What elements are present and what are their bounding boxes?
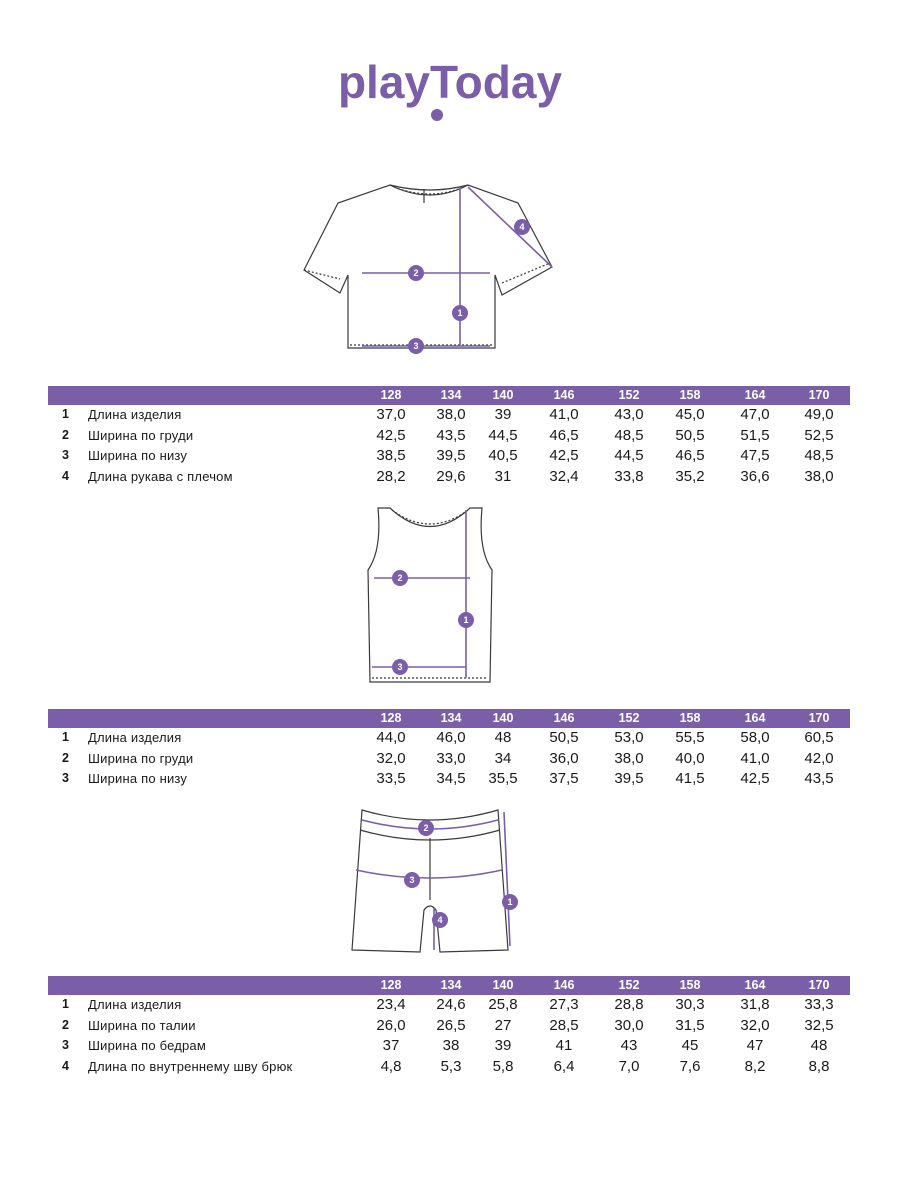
- table-cell: 48: [494, 729, 512, 746]
- row-number: 4: [62, 468, 69, 483]
- table-cell: 60,5: [804, 729, 834, 746]
- table-cell: 36,6: [740, 467, 770, 485]
- table-cell: 26,0: [376, 1016, 406, 1034]
- size-col: 170: [808, 711, 830, 725]
- table-cell: 50,5: [549, 729, 579, 746]
- svg-text:1: 1: [507, 897, 513, 907]
- table-cell: 38,0: [804, 467, 834, 485]
- row-number: 1: [62, 407, 69, 421]
- table-cell: 37,5: [549, 770, 579, 787]
- row-number: 3: [62, 771, 69, 785]
- brand-logo: [0, 52, 900, 132]
- table-cell: 52,5: [804, 426, 834, 444]
- size-col: 152: [618, 388, 640, 402]
- table-cell: 33,8: [614, 467, 644, 485]
- size-col: 164: [744, 388, 766, 402]
- table-cell: 8,2: [744, 1057, 766, 1075]
- row-number: 1: [62, 997, 69, 1011]
- svg-text:3: 3: [409, 875, 415, 885]
- table-cell: 44,0: [376, 729, 406, 746]
- table-row: [48, 426, 850, 447]
- tank-diagram: [360, 500, 500, 690]
- size-table-tshirt: [48, 386, 850, 487]
- table-cell: 35,5: [488, 770, 518, 787]
- table-row: [48, 1057, 850, 1078]
- table-cell: 31: [494, 467, 512, 485]
- table-cell: 28,8: [614, 996, 644, 1013]
- table-cell: 29,6: [436, 467, 466, 485]
- svg-text:1: 1: [463, 615, 469, 625]
- table-cell: 40,0: [675, 749, 705, 767]
- svg-text:1: 1: [457, 308, 463, 318]
- table-cell: 26,5: [436, 1016, 466, 1034]
- table-cell: 32,4: [549, 467, 579, 485]
- row-number: 1: [62, 730, 69, 744]
- row-label: Ширина по груди: [88, 750, 194, 766]
- size-table-shorts: [48, 976, 850, 1077]
- table-header: [48, 709, 850, 728]
- size-col: 164: [744, 711, 766, 725]
- table-cell: 40,5: [488, 447, 518, 464]
- table-row: [48, 1036, 850, 1057]
- table-cell: 5,3: [440, 1057, 462, 1075]
- table-header: [48, 976, 850, 995]
- size-col: 128: [380, 388, 402, 402]
- row-label: Ширина по низу: [88, 448, 188, 463]
- row-number: 3: [62, 1038, 69, 1052]
- table-cell: 39,5: [436, 447, 466, 464]
- size-col: 158: [679, 388, 701, 402]
- table-cell: 32,0: [740, 1016, 770, 1034]
- row-label: Длина по внутреннему шву брюк: [88, 1058, 293, 1074]
- table-cell: 34: [494, 749, 512, 767]
- table-cell: 58,0: [740, 729, 770, 746]
- size-col: 170: [808, 388, 830, 402]
- table-cell: 44,5: [614, 447, 644, 464]
- table-row: [48, 1016, 850, 1037]
- size-col: 134: [440, 388, 462, 402]
- table-cell: 55,5: [675, 729, 705, 746]
- size-col: 134: [440, 978, 462, 992]
- size-col: 152: [618, 978, 640, 992]
- row-number: 2: [62, 427, 69, 442]
- size-col: 164: [744, 978, 766, 992]
- table-cell: 47,5: [740, 447, 770, 464]
- table-header: [48, 386, 850, 405]
- svg-text:2: 2: [397, 573, 403, 583]
- table-row: [48, 405, 850, 426]
- table-cell: 39: [494, 1037, 512, 1054]
- row-label: Ширина по бедрам: [88, 1038, 206, 1053]
- table-cell: 35,2: [675, 467, 705, 485]
- table-cell: 31,5: [675, 1016, 705, 1034]
- table-cell: 44,5: [488, 426, 518, 444]
- table-cell: 32,0: [376, 749, 406, 767]
- size-col: 146: [553, 388, 575, 402]
- table-cell: 45,0: [675, 406, 705, 423]
- size-col: 128: [380, 711, 402, 725]
- table-cell: 50,5: [675, 426, 705, 444]
- svg-text:4: 4: [519, 222, 525, 232]
- row-label: Длина изделия: [88, 730, 182, 745]
- logo-dot: [431, 109, 443, 121]
- table-row: [48, 995, 850, 1016]
- size-col: 140: [492, 388, 514, 402]
- size-col: 140: [492, 711, 514, 725]
- size-col: 134: [440, 711, 462, 725]
- row-label: Длина изделия: [88, 997, 182, 1012]
- table-cell: 43,5: [804, 770, 834, 787]
- brand-logo-text: playToday: [337, 56, 563, 108]
- row-number: 4: [62, 1058, 69, 1073]
- size-col: 170: [808, 978, 830, 992]
- table-cell: 24,6: [436, 996, 466, 1013]
- table-cell: 38,0: [614, 749, 644, 767]
- row-number: 2: [62, 1017, 69, 1032]
- size-col: 146: [553, 978, 575, 992]
- table-cell: 46,5: [549, 426, 579, 444]
- table-cell: 51,5: [740, 426, 770, 444]
- size-col: 152: [618, 711, 640, 725]
- table-cell: 7,0: [618, 1057, 640, 1075]
- table-cell: 39: [494, 406, 512, 423]
- size-col: 146: [553, 711, 575, 725]
- table-cell: 34,5: [436, 770, 466, 787]
- size-col: 140: [492, 978, 514, 992]
- table-cell: 53,0: [614, 729, 644, 746]
- table-cell: 4,8: [380, 1057, 402, 1075]
- row-number: 2: [62, 750, 69, 765]
- table-cell: 7,6: [679, 1057, 701, 1075]
- table-cell: 47,0: [740, 406, 770, 423]
- table-cell: 42,0: [804, 749, 834, 767]
- table-row: [48, 446, 850, 467]
- table-cell: 49,0: [804, 406, 834, 423]
- row-label: Ширина по груди: [88, 427, 194, 443]
- table-cell: 41,0: [549, 406, 579, 423]
- table-cell: 33,0: [436, 749, 466, 767]
- table-cell: 48: [810, 1037, 828, 1054]
- table-cell: 46,0: [436, 729, 466, 746]
- table-cell: 25,8: [488, 996, 518, 1013]
- table-cell: 48,5: [804, 447, 834, 464]
- table-cell: 28,5: [549, 1016, 579, 1034]
- svg-text:2: 2: [413, 268, 419, 278]
- row-number: 3: [62, 448, 69, 462]
- table-cell: 32,5: [804, 1016, 834, 1034]
- table-cell: 42,5: [376, 426, 406, 444]
- table-cell: 48,5: [614, 426, 644, 444]
- row-label: Ширина по низу: [88, 771, 188, 786]
- tshirt-diagram: [290, 175, 570, 365]
- table-cell: 23,4: [376, 996, 406, 1013]
- table-cell: 31,8: [740, 996, 770, 1013]
- size-table-tank: [48, 709, 850, 790]
- table-cell: 41,0: [740, 749, 770, 767]
- svg-text:3: 3: [397, 662, 403, 672]
- table-cell: 47: [746, 1037, 764, 1054]
- row-label: Длина рукава с плечом: [88, 468, 233, 484]
- table-cell: 41: [555, 1037, 573, 1054]
- table-cell: 43,0: [614, 406, 644, 423]
- svg-text:3: 3: [413, 341, 419, 351]
- table-cell: 28,2: [376, 467, 406, 485]
- table-cell: 33,5: [376, 770, 406, 787]
- table-cell: 45: [681, 1037, 699, 1054]
- table-cell: 30,3: [675, 996, 705, 1013]
- table-cell: 37: [382, 1037, 400, 1054]
- table-cell: 41,5: [675, 770, 705, 787]
- table-cell: 30,0: [614, 1016, 644, 1034]
- table-cell: 43,5: [436, 426, 466, 444]
- table-cell: 38,0: [436, 406, 466, 423]
- size-col: 158: [679, 711, 701, 725]
- table-row: [48, 728, 850, 749]
- table-cell: 38,5: [376, 447, 406, 464]
- table-row: [48, 769, 850, 790]
- row-label: Ширина по талии: [88, 1017, 196, 1033]
- row-label: Длина изделия: [88, 407, 182, 422]
- table-row: [48, 749, 850, 770]
- table-cell: 43: [620, 1037, 638, 1054]
- size-col: 128: [380, 978, 402, 992]
- table-cell: 27: [494, 1016, 512, 1034]
- table-cell: 5,8: [492, 1057, 514, 1075]
- svg-text:2: 2: [423, 823, 429, 833]
- table-cell: 8,8: [808, 1057, 830, 1075]
- table-cell: 6,4: [553, 1057, 575, 1075]
- table-cell: 37,0: [376, 406, 406, 423]
- table-row: [48, 467, 850, 488]
- shorts-diagram: [340, 800, 530, 960]
- table-cell: 42,5: [549, 447, 579, 464]
- table-cell: 36,0: [549, 749, 579, 767]
- table-cell: 38: [442, 1037, 460, 1054]
- table-cell: 42,5: [740, 770, 770, 787]
- table-cell: 33,3: [804, 996, 834, 1013]
- table-cell: 27,3: [549, 996, 579, 1013]
- svg-text:4: 4: [437, 915, 443, 925]
- table-cell: 46,5: [675, 447, 705, 464]
- table-cell: 39,5: [614, 770, 644, 787]
- size-col: 158: [679, 978, 701, 992]
